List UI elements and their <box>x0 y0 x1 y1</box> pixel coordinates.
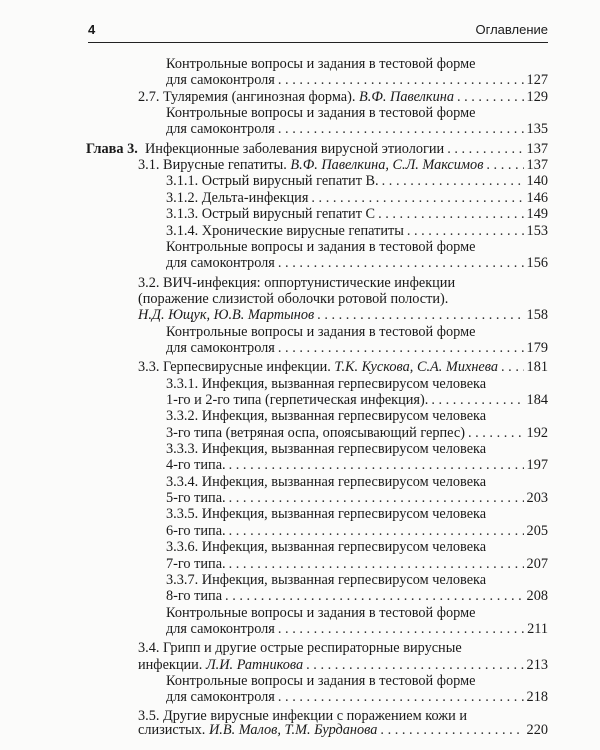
toc-line: 3.3.5. Инфекция, вызванная герпесвирусом человека <box>166 506 487 523</box>
toc-entry: 8-го типа . . . 208 <box>166 588 548 605</box>
header-title: Оглавление <box>475 22 548 37</box>
toc-entry: для самоконтроля . . . 135 <box>166 121 548 138</box>
toc-entry: 2.7. Туляремия (ангинозная форма). В.Ф. Павелкина . . . 129 <box>138 89 548 106</box>
toc-line: (поражение слизистой оболочки ротовой полости). <box>138 290 449 307</box>
toc-line: Контрольные вопросы и задания в тестовой форме <box>166 672 476 689</box>
toc-line: Контрольные вопросы и задания в тестовой форме <box>166 604 476 621</box>
toc-entry: инфекции. Л.И. Ратникова . . . 213 <box>138 657 548 674</box>
toc-line: Контрольные вопросы и задания в тестовой форме <box>166 105 476 122</box>
toc-line: 3.4. Грипп и другие острые респираторные вирусные <box>138 640 462 657</box>
toc-entry: для самоконтроля . . . 211 <box>166 621 548 638</box>
toc-line: 3.3.1. Инфекция, вызванная герпесвирусом человека <box>166 375 487 392</box>
toc-entry: для самоконтроля . . . 179 <box>166 340 548 357</box>
toc-entry: 1-го и 2-го типа (герпетическая инфекция). . . . 184 <box>166 392 548 409</box>
toc-line: 3.3.6. Инфекция, вызванная герпесвирусом человека <box>166 539 487 556</box>
toc-line: 3.3.3. Инфекция, вызванная герпесвирусом человека <box>166 441 487 457</box>
toc-entry: 3.1.3. Острый вирусный гепатит С . . . 149 <box>166 206 548 223</box>
toc-entry: 3.1.1. Острый вирусный гепатит В. . . . 140 <box>166 173 548 190</box>
toc-line: 3.2. ВИЧ-инфекция: оппортунистические инфекции <box>138 274 456 291</box>
toc-entry: 3-го типа (ветряная оспа, опоясывающий герпес) . . . 192 <box>166 425 548 442</box>
toc-entry: 4-го типа. . . . 197 <box>166 457 548 474</box>
page-number: 4 <box>88 22 96 37</box>
toc-line: 3.3.7. Инфекция, вызванная герпесвирусом человека <box>166 571 487 588</box>
toc-entry: для самоконтроля . . . 218 <box>166 689 548 706</box>
toc-entry: 3.1.2. Дельта-инфекция . . . 146 <box>166 190 548 207</box>
toc-line: 3.3.4. Инфекция, вызванная герпесвирусом человека <box>166 473 487 490</box>
toc-line: Контрольные вопросы и задания в тестовой форме <box>166 323 476 340</box>
toc-line: 3.5. Другие вирусные инфекции с поражением кожи и <box>138 707 468 724</box>
toc-chapter: Глава 3. Инфекционные заболевания вирусной этиологии . . . 137 <box>86 141 548 158</box>
toc-entry: 6-го типа. . . . 205 <box>166 523 548 540</box>
running-header <box>88 20 548 43</box>
toc-entry: для самоконтроля . . . 127 <box>166 72 548 89</box>
toc-line: 3.3.2. Инфекция, вызванная герпесвирусом человека <box>166 408 487 425</box>
toc-entry: 3.1. Вирусные гепатиты. В.Ф. Павелкина, С.Л. Максимов . . . 137 <box>138 157 548 174</box>
toc-entry: слизистых. И.В. Малов, Т.М. Бурданова . . . 220 <box>138 722 548 739</box>
toc-entry: Н.Д. Ющук, Ю.В. Мартынов . . . 158 <box>138 307 548 324</box>
toc-line: Контрольные вопросы и задания в тестовой форме <box>166 238 476 255</box>
toc-entry: 7-го типа. . . . 207 <box>166 556 548 573</box>
toc-entry: 5-го типа. . . . 203 <box>166 490 548 507</box>
toc-entry: для самоконтроля . . . 156 <box>166 255 548 272</box>
toc-line: Контрольные вопросы и задания в тестовой форме <box>166 56 476 72</box>
toc-entry: 3.3. Герпесвирусные инфекции. Т.К. Кускова, С.А. Михнева . . . 181 <box>138 359 548 376</box>
toc-entry: 3.1.4. Хронические вирусные гепатиты . . . 153 <box>166 223 548 240</box>
